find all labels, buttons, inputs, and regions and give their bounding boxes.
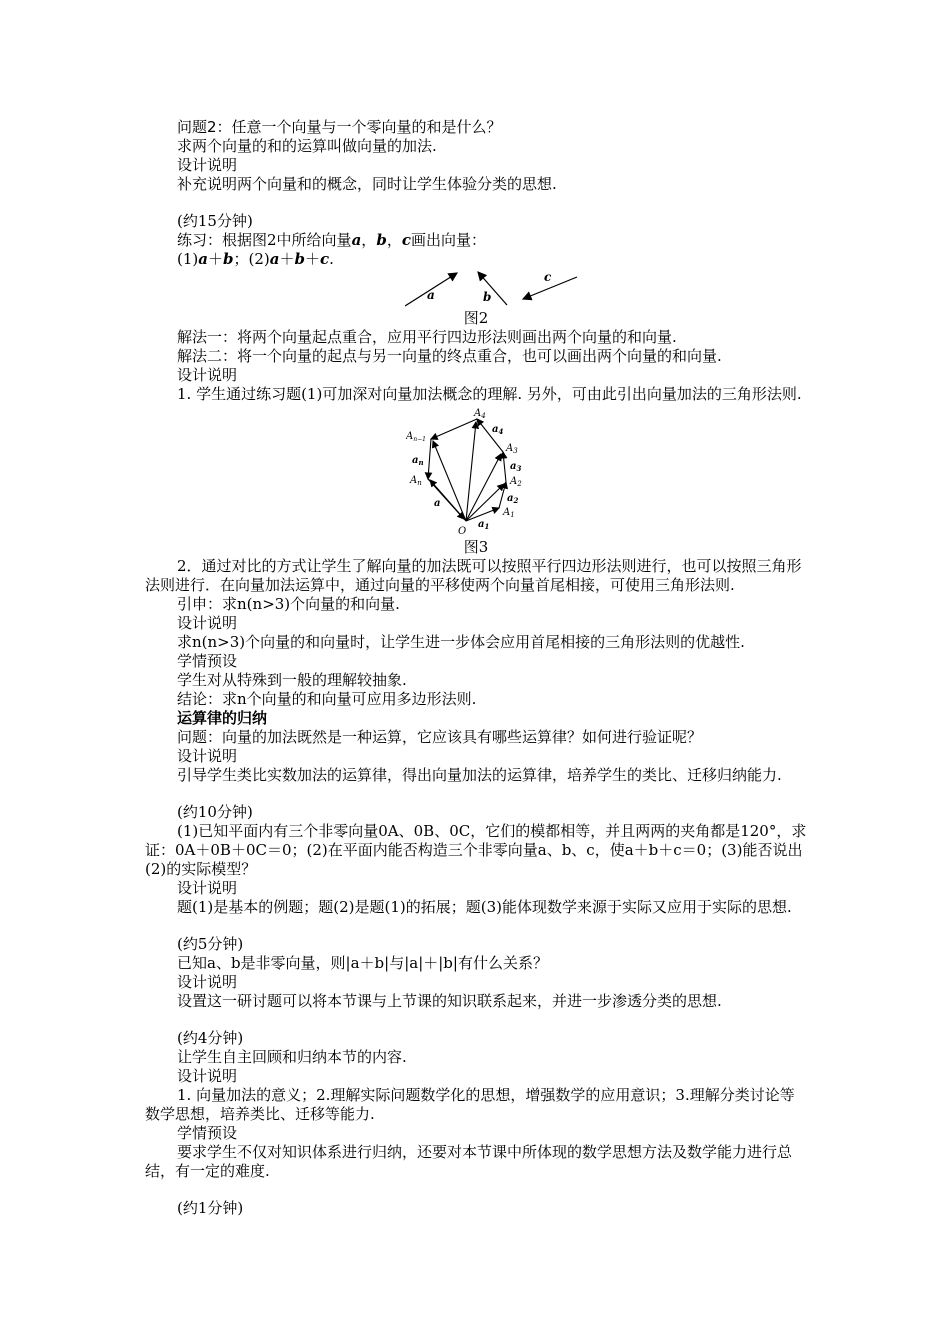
- design-label: 设计说明: [177, 366, 238, 384]
- label-a: a: [434, 498, 441, 509]
- plus: ＋: [279, 250, 295, 268]
- label-A4: $A_4$: [474, 408, 486, 420]
- figure-3: [406, 406, 546, 538]
- discuss-question: 已知a、b是非零向量，则|a＋b|与|a|＋|b|有什么关系？: [177, 954, 548, 972]
- item-num: ；(2): [233, 250, 270, 268]
- method-2-label: 解法二：: [177, 347, 238, 365]
- edge-an: [428, 439, 431, 479]
- time-5: (约5分钟): [177, 935, 244, 953]
- practice-line: [145, 231, 807, 250]
- vector-c: c: [401, 231, 411, 249]
- student-preset-text: 学生对从特殊到一般的理解较抽象.: [177, 671, 407, 689]
- student-preset-label: 学情预设: [177, 1124, 238, 1142]
- label-A2: $A_2$: [510, 476, 522, 488]
- edge-a3: [503, 452, 506, 482]
- diag-A2: [466, 484, 504, 521]
- conclusion: 结论：求n个向量的和向量可应用多边形法则.: [177, 690, 477, 708]
- document-page: [145, 118, 807, 1218]
- method-1-text: 将两个向量起点重合，应用平行四边形法则画出两个向量的和向量.: [237, 328, 677, 346]
- design-label: 设计说明: [177, 973, 238, 991]
- design-text: 引导学生类比实数加法的运算律，得出向量加法的运算律，培养学生的类比、迁移归纳能力.: [177, 766, 782, 784]
- design-point-2: 2．通过对比的方式让学生了解向量的加法既可以按照平行四边形法则进行，也可以按照三角形法则进行．在向量加法运算中，通过向量的平移使两个向量首尾相接，可使用三角形法则.: [145, 557, 802, 594]
- diag-A4: [466, 422, 476, 521]
- method-2: [145, 347, 807, 366]
- vector-b: b: [294, 250, 305, 268]
- vector-c: c: [320, 250, 330, 268]
- vector-b: b: [223, 250, 234, 268]
- practice-items: [145, 250, 807, 269]
- label-a: a: [427, 288, 435, 302]
- design-label: 设计说明: [177, 156, 238, 174]
- design-label: 设计说明: [177, 614, 238, 632]
- extension-text: 求n(n>3)个向量的和向量.: [222, 595, 400, 613]
- vector-a: a: [351, 231, 362, 249]
- label-a1: $a_1$: [478, 519, 490, 531]
- label-O: O: [458, 526, 467, 537]
- label-an: $a_n$: [412, 455, 424, 467]
- method-1: [145, 328, 807, 347]
- design-label: 设计说明: [177, 879, 238, 897]
- extension: [145, 595, 807, 614]
- laws-question-label: 问题：: [177, 728, 223, 746]
- design-label: 设计说明: [177, 747, 238, 765]
- diag-An1: [433, 441, 466, 521]
- practice-text: 画出向量：: [410, 231, 486, 249]
- vector-a: a: [198, 250, 208, 268]
- method-1-label: 解法一：: [177, 328, 238, 346]
- practice-text: 根据图2中所给向量: [222, 231, 352, 249]
- dot: .: [329, 250, 334, 268]
- label-a4: $a_4$: [492, 424, 504, 436]
- exercise-10: (1)已知平面内有三个非零向量0A、0B、0C，它们的模都相等，并且两两的夹角都是120°，求证：0A＋0B＋0C＝0；(2)在平面内能否构造三个非零向量a、b、c，使a＋b＋c＝0；(3)能否说出(2)的实际模型？: [145, 822, 807, 878]
- sep: ，: [386, 231, 402, 249]
- edge-top: [431, 419, 477, 439]
- practice-label: 练习：: [177, 231, 223, 249]
- method-2-text: 将一个向量的起点与另一向量的终点重合，也可以画出两个向量的和向量.: [237, 347, 722, 365]
- extension-label: 引申：: [177, 595, 223, 613]
- section-title-laws: 运算律的归纳: [177, 709, 268, 727]
- plus: ＋: [207, 250, 223, 268]
- design-text: 补充说明两个向量和的概念，同时让学生体验分类的思想.: [177, 175, 557, 193]
- plus: ＋: [305, 250, 321, 268]
- figure-3-caption: 图3: [463, 538, 489, 556]
- design-label: 设计说明: [177, 1067, 238, 1085]
- time-15: (约15分钟): [177, 212, 253, 230]
- label-b: b: [483, 290, 492, 304]
- figure-2: [405, 269, 585, 309]
- item-num: (1): [177, 250, 199, 268]
- label-c: c: [544, 270, 552, 284]
- label-a3: $a_3$: [510, 461, 522, 473]
- label-a2: $a_2$: [507, 493, 519, 505]
- label-An1: $A_{n-1}$: [406, 431, 426, 443]
- summary-text: 让学生自主回顾和归纳本节的内容.: [177, 1048, 407, 1066]
- question-2: 问题2：任意一个向量与一个零向量的和是什么？: [177, 118, 502, 136]
- design-text: 题(1)是基本的例题；题(2)是题(1)的拓展；题(3)能体现数学来源于实际又应用于实际的思想.: [177, 898, 792, 916]
- laws-question-text: 向量的加法既然是一种运算，它应该具有哪些运算律？如何进行验证呢？: [222, 728, 703, 746]
- time-4: (约4分钟): [177, 1029, 244, 1047]
- label-An: $A_n$: [410, 475, 422, 487]
- label-A1: $A_1$: [503, 507, 515, 519]
- vector-a: a: [269, 250, 280, 268]
- design-text: 1. 向量加法的意义；2.理解实际问题数学化的思想，增强数学的应用意识；3.理解分类讨论等数学思想，培养类比、迁移等能力.: [145, 1086, 795, 1123]
- laws-question: [145, 728, 807, 747]
- label-A3: $A_3$: [506, 443, 518, 455]
- sep: ，: [361, 231, 377, 249]
- time-1: (约1分钟): [177, 1199, 244, 1217]
- design-text: 设置这一研讨题可以将本节课与上节课的知识联系起来，并进一步渗透分类的思想.: [177, 992, 722, 1010]
- figure-2-caption: 图2: [463, 309, 489, 327]
- student-preset-text: 要求学生不仅对知识体系进行归纳，还要对本节课中所体现的数学思想方法及数学能力进行总结，有一定的难度.: [145, 1143, 793, 1180]
- vector-b: b: [376, 231, 387, 249]
- design-text: 求n(n>3)个向量的和向量时，让学生进一步体会应用首尾相接的三角形法则的优越性.: [177, 633, 745, 651]
- addition-definition: 求两个向量的和的运算叫做向量的加法.: [177, 137, 437, 155]
- time-10: (约10分钟): [177, 803, 253, 821]
- design-point-1: 1. 学生通过练习题(1)可加深对向量加法概念的理解. 另外，可由此引出向量加法的三角形法则.: [177, 385, 802, 403]
- student-preset-label: 学情预设: [177, 652, 238, 670]
